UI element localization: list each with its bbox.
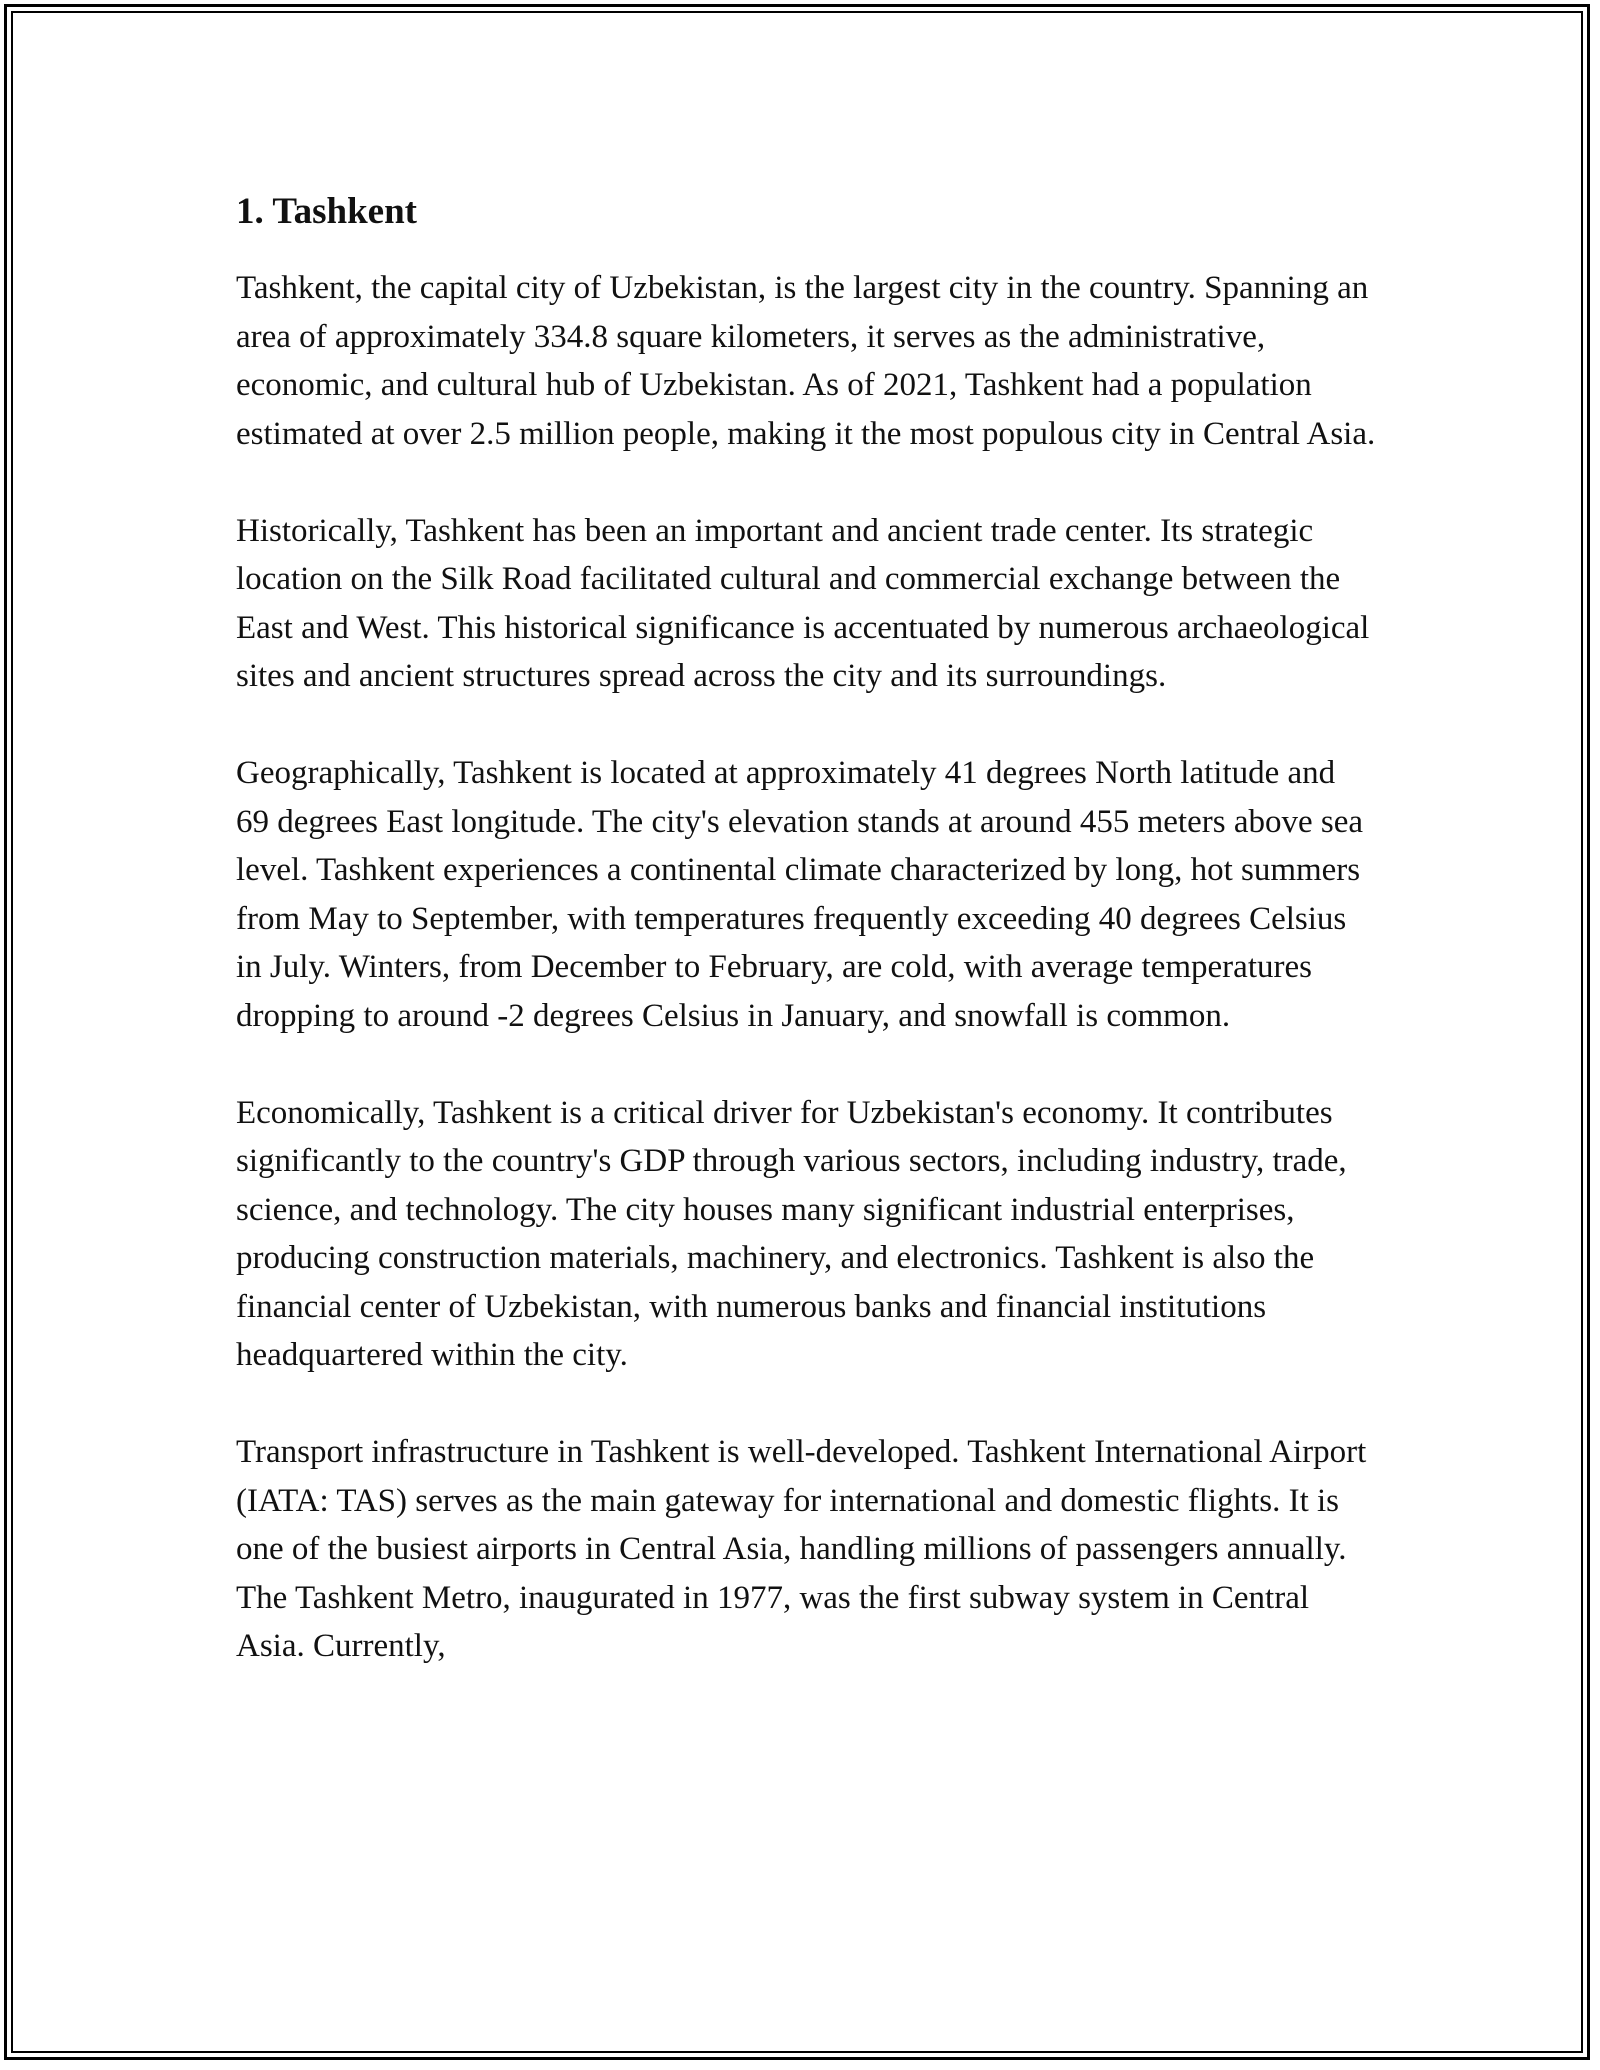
paragraph-geography: Geographically, Tashkent is located at approximately 41 degrees North latitude and 69 degrees East longitude. The city's elevation stands at around 455 meters above sea level. Tashkent experiences a continental climate characterized by long, hot summers from May to September, with temperatures frequently exceeding 40 degrees Celsius in July. Winters, from December to February, are cold, with average temperatures dropping to around -2 degrees Celsius in January, and snowfall is common. — [236, 755, 1364, 1034]
paragraph-transport: Transport infrastructure in Tashkent is well-developed. Tashkent International Airport (IATA: TAS) serves as the main gateway for international and domestic flights. It is one of the busiest airports in Central Asia, handling millions of passengers annually. The Tashkent Metro, inaugurated in 1977, was the first subway system in Central Asia. Currently, — [236, 1434, 1367, 1664]
section-heading: 1. Tashkent — [236, 191, 417, 232]
paragraph-economy: Economically, Tashkent is a critical driver for Uzbekistan's economy. It contributes significantly to the country's GDP through various sectors, including industry, trade, science, and technology. The city houses many significant industrial enterprises, producing construction materials, machinery, and electronics. Tashkent is also the financial center of Uzbekistan, with numerous banks and financial institutions headquartered within the city. — [236, 1094, 1347, 1373]
document-body — [236, 186, 1376, 1671]
paragraph-overview: Tashkent, the capital city of Uzbekistan, is the largest city in the country. Spanning an area of approximately 334.8 square kilometers, it serves as the administrative, economic, and cultural hub of Uzbekistan. As of 2021, Tashkent had a population estimated at over 2.5 million people, making it the most populous city in Central Asia. — [236, 270, 1376, 452]
paragraph-history: Historically, Tashkent has been an important and ancient trade center. Its strategic location on the Silk Road facilitated cultural and commercial exchange between the East and West. This historical significance is accentuated by numerous archaeological sites and ancient structures spread across the city and its surroundings. — [236, 512, 1370, 694]
